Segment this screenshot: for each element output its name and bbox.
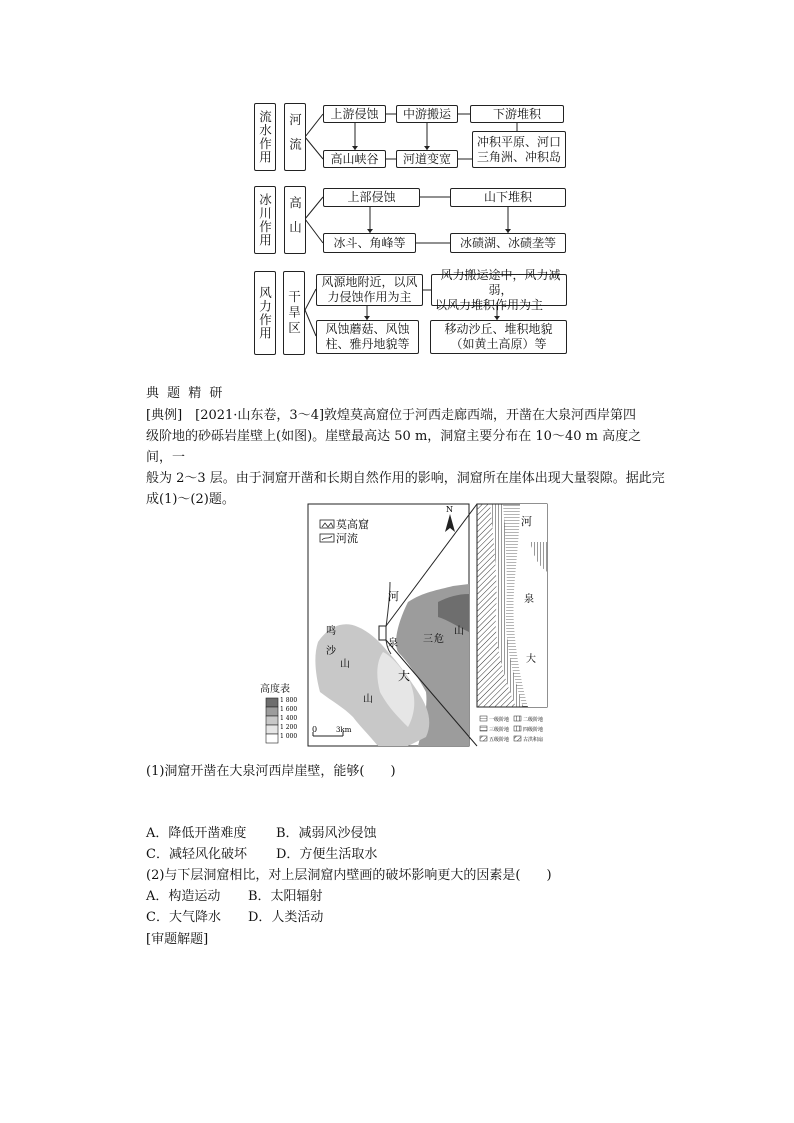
source-process (316, 274, 423, 306)
upstream-landform-label: 高山峡谷 (330, 151, 379, 166)
transport-process-line1: 风力搬运途中，风力减弱， (440, 267, 561, 297)
midstream-landform (396, 150, 458, 168)
q2-stem: (2)与下层洞窟相比，对上层洞窟内壁画的破坏影响更大的因素是( ) (146, 868, 552, 883)
q1-option-b: B．减弱风沙侵蚀 (276, 826, 377, 841)
deposit-landform-line1: 移动沙丘、堆积地貌 (444, 322, 553, 336)
subject-river (284, 103, 306, 171)
subject-river-label: 河流 (287, 112, 303, 162)
elev-1200: 1 200 (280, 724, 298, 731)
terrace-old-label: 古洪积扇 (523, 737, 544, 743)
map-label-sanwei: 三 (423, 634, 433, 645)
category-wind (254, 271, 276, 355)
subject-arid-label: 干旱区 (286, 289, 302, 337)
q2-option-c: C．大气降水 (146, 910, 221, 925)
map-label-da: 大 (398, 669, 411, 683)
map-label-shan2: 山 (340, 659, 350, 670)
source-process-line2: 力侵蚀作用为主 (327, 290, 412, 304)
elev-1600: 1 600 (280, 706, 298, 713)
midstream-landform-label: 河道变宽 (402, 151, 451, 166)
answer-heading: [审题解题] (146, 932, 209, 947)
category-glacier (254, 186, 276, 254)
example-paragraph (146, 405, 666, 510)
upstream-landform (323, 150, 386, 168)
map-figure (258, 502, 548, 748)
elev-1800: 1 800 (280, 697, 298, 704)
north-label: N (446, 505, 453, 514)
q1-stem: (1)洞窟开凿在大泉河西岸崖壁，能够( ) (146, 764, 396, 779)
subject-mountain-label: 高山 (287, 195, 303, 245)
downstream-landform-line2: 三角洲、冲积岛 (476, 149, 561, 164)
map-label-ming: 鸣 (326, 626, 336, 637)
legend-river-label: 河流 (336, 532, 358, 545)
q2-option-b: B．太阳辐射 (248, 889, 323, 904)
erosion-landform-line1: 风蚀蘑菇、风蚀 (325, 322, 410, 336)
inset-label-da: 大 (526, 654, 536, 665)
terrace-3-label: 三级阶地 (489, 727, 510, 733)
erosion-landform (316, 320, 419, 354)
q1-option-c: C．减轻风化破坏 (146, 847, 247, 862)
deposit-landform-line2: （如黄土高原）等 (450, 337, 547, 351)
inset-label-quan: 泉 (524, 594, 534, 605)
lower-landform-label: 冰碛湖、冰碛垄等 (459, 235, 556, 250)
terrace-5-label: 五级阶地 (489, 737, 510, 743)
lower-process-label: 山下堆积 (483, 190, 532, 204)
lower-process (450, 188, 566, 207)
upper-process-label: 上部侵蚀 (347, 190, 396, 204)
upstream-process-label: 上游侵蚀 (330, 106, 379, 121)
map-label-wei: 危 (434, 634, 444, 645)
inset-label-he: 河 (521, 515, 532, 528)
category-water (254, 103, 276, 171)
q2-option-a: A．构造运动 (146, 889, 221, 904)
map-label-sha: 沙 (326, 646, 336, 657)
section-title: 典 题 精 研 (146, 386, 225, 401)
example-line-3: 般为 2～3 层。由于洞窟开凿和长期自然作用的影响，洞窟所在崖体出现大量裂隙。据此完 (146, 471, 665, 486)
downstream-process (470, 105, 564, 123)
midstream-process (396, 105, 458, 123)
upper-landform (323, 233, 416, 253)
category-glacier-label: 冰川作用 (257, 193, 273, 247)
upstream-process (323, 105, 386, 123)
downstream-landform-line1: 冲积平原、河口 (476, 134, 561, 149)
transport-process (431, 267, 567, 312)
scale-km: 3km (336, 726, 352, 734)
q2-option-d: D．人类活动 (248, 910, 324, 925)
upper-process (323, 188, 420, 207)
terrace-2-label: 二级阶地 (523, 717, 544, 723)
q1-option-a: A．降低开凿难度 (146, 826, 247, 841)
terrace-1-label: 一级阶地 (489, 717, 510, 723)
subject-arid (283, 271, 305, 355)
category-wind-label: 风力作用 (257, 286, 273, 340)
lower-landform (450, 233, 566, 253)
example-line-1: [典例] [2021·山东卷，3～4]敦煌莫高窟位于河西走廊西端，开凿在大泉河西岸第四 (146, 408, 637, 423)
category-water-label: 流水作用 (257, 110, 273, 164)
elev-1000: 1 000 (280, 733, 298, 740)
source-process-line1: 风源地附近，以风 (321, 275, 418, 289)
example-line-2: 级阶地的砂砾岩崖壁上(如图)。崖壁最高达 50 m，洞窟主要分布在 10～40 m 高度之间，一 (146, 429, 642, 465)
upper-landform-label: 冰斗、角峰等 (333, 235, 406, 250)
elev-title: 高度表 (260, 684, 290, 695)
legend-cave-label: 莫高窟 (336, 518, 369, 531)
map-label-quan: 泉 (388, 638, 398, 649)
map-label-he: 河 (388, 590, 399, 603)
transport-process-line2: 以风力堆积作用为主 (435, 297, 544, 312)
scale-zero: 0 (312, 725, 318, 734)
subject-mountain (284, 186, 306, 254)
elev-1400: 1 400 (280, 715, 298, 722)
deposit-landform (430, 320, 567, 354)
downstream-process-label: 下游堆积 (492, 106, 541, 121)
q1-option-d: D．方便生活取水 (276, 847, 378, 862)
downstream-landform (472, 131, 566, 168)
map-label-shan3: 山 (363, 694, 373, 705)
midstream-process-label: 中游搬运 (402, 106, 451, 121)
example-line-4: 成(1)～(2)题。 (146, 492, 235, 507)
map-label-shan: 山 (454, 626, 464, 637)
terrace-4-label: 四级阶地 (523, 727, 544, 733)
erosion-landform-line2: 柱、雅丹地貌等 (325, 337, 410, 351)
